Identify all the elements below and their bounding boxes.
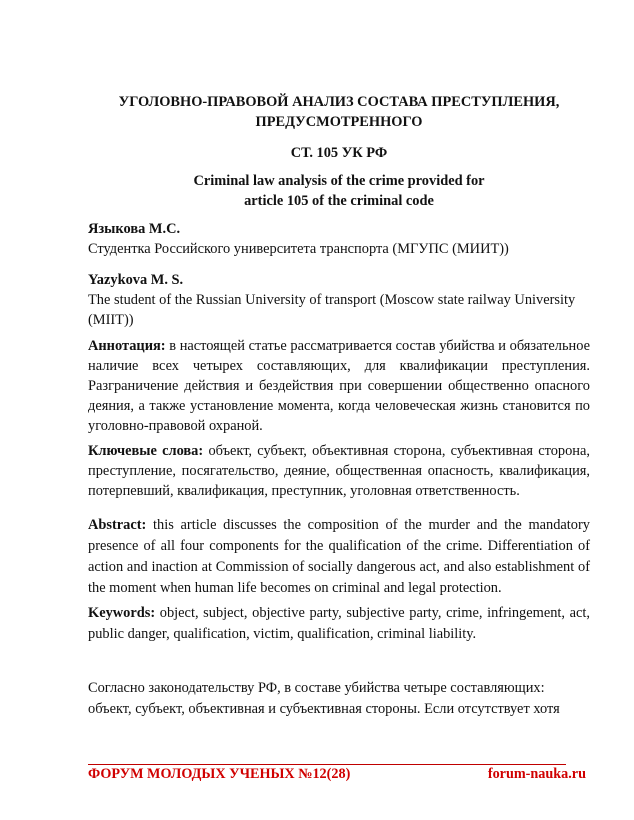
keywords-en-paragraph bbox=[88, 603, 590, 645]
author-affiliation-ru: Студентка Российского университета транспорта (МГУПС (МИИТ)) bbox=[88, 241, 509, 257]
keywords-ru-text: объект, субъект, объективная сторона, субъективная сторона, преступление, посягательство, деяние, общественная опасность, квалификация, потерпевший, квалификация, преступник, уголовная ответственность. bbox=[88, 443, 590, 499]
keywords-en-label: Keywords: bbox=[88, 605, 156, 621]
title-russian-line-1: УГОЛОВНО-ПРАВОВОЙ АНАЛИЗ СОСТАВА ПРЕСТУПЛЕНИЯ, bbox=[118, 94, 560, 110]
footer-website[interactable]: forum-nauka.ru bbox=[487, 766, 586, 782]
author-name-en: Yazykova M. S. bbox=[88, 272, 184, 288]
author-english bbox=[88, 270, 590, 330]
title-english bbox=[88, 171, 590, 211]
author-name-ru: Языкова М.С. bbox=[88, 221, 181, 237]
title-english-line-1: Criminal law analysis of the crime provided for bbox=[193, 173, 485, 189]
keywords-en-text: object, subject, objective party, subjective party, crime, infringement, act, public danger, qualification, victim, qualification, criminal liability. bbox=[88, 605, 590, 642]
annotation-paragraph bbox=[88, 336, 590, 436]
body-line-2: объект, субъект, объективная и субъективная стороны. Если отсутствует хотя bbox=[88, 701, 560, 717]
footer-journal-title: ФОРУМ МОЛОДЫХ УЧЕНЫХ №12(28) bbox=[88, 766, 351, 782]
footer-divider bbox=[88, 764, 566, 765]
annotation-label: Аннотация: bbox=[88, 338, 166, 354]
title-english-line-2: article 105 of the criminal code bbox=[244, 193, 434, 209]
abstract-label: Abstract: bbox=[88, 517, 147, 533]
keywords-ru-label: Ключевые слова: bbox=[88, 443, 204, 459]
keywords-ru-paragraph bbox=[88, 441, 590, 501]
annotation-text: в настоящей статье рассматривается состав убийства и обязательное наличие всех четырех составляющих, для квалификации преступления. Разграничение действия и бездействия при совершении общественно опасного деяния, а также установление момента, когда человеческая жизнь становится по уголовно-правовой охраной. bbox=[88, 338, 590, 434]
title-article-number: СТ. 105 УК РФ bbox=[290, 145, 388, 161]
title-russian bbox=[88, 92, 590, 132]
author-affiliation-en: The student of the Russian University of transport (Moscow state railway University (MIIT)) bbox=[88, 292, 576, 328]
author-russian bbox=[88, 219, 590, 259]
body-line-1: Согласно законодательству РФ, в составе убийства четыре составляющих: bbox=[88, 680, 545, 696]
abstract-paragraph bbox=[88, 515, 590, 599]
body-text bbox=[88, 678, 590, 720]
abstract-text: this article discusses the composition of the murder and the mandatory presence of all four components for the qualification of the crime. Differentiation of action and inaction at Commission of socially dangerous act, and also establishment of the moment when human life becomes on criminal and legal protection. bbox=[88, 517, 590, 596]
title-russian-line-2: ПРЕДУСМОТРЕННОГО bbox=[255, 114, 423, 130]
